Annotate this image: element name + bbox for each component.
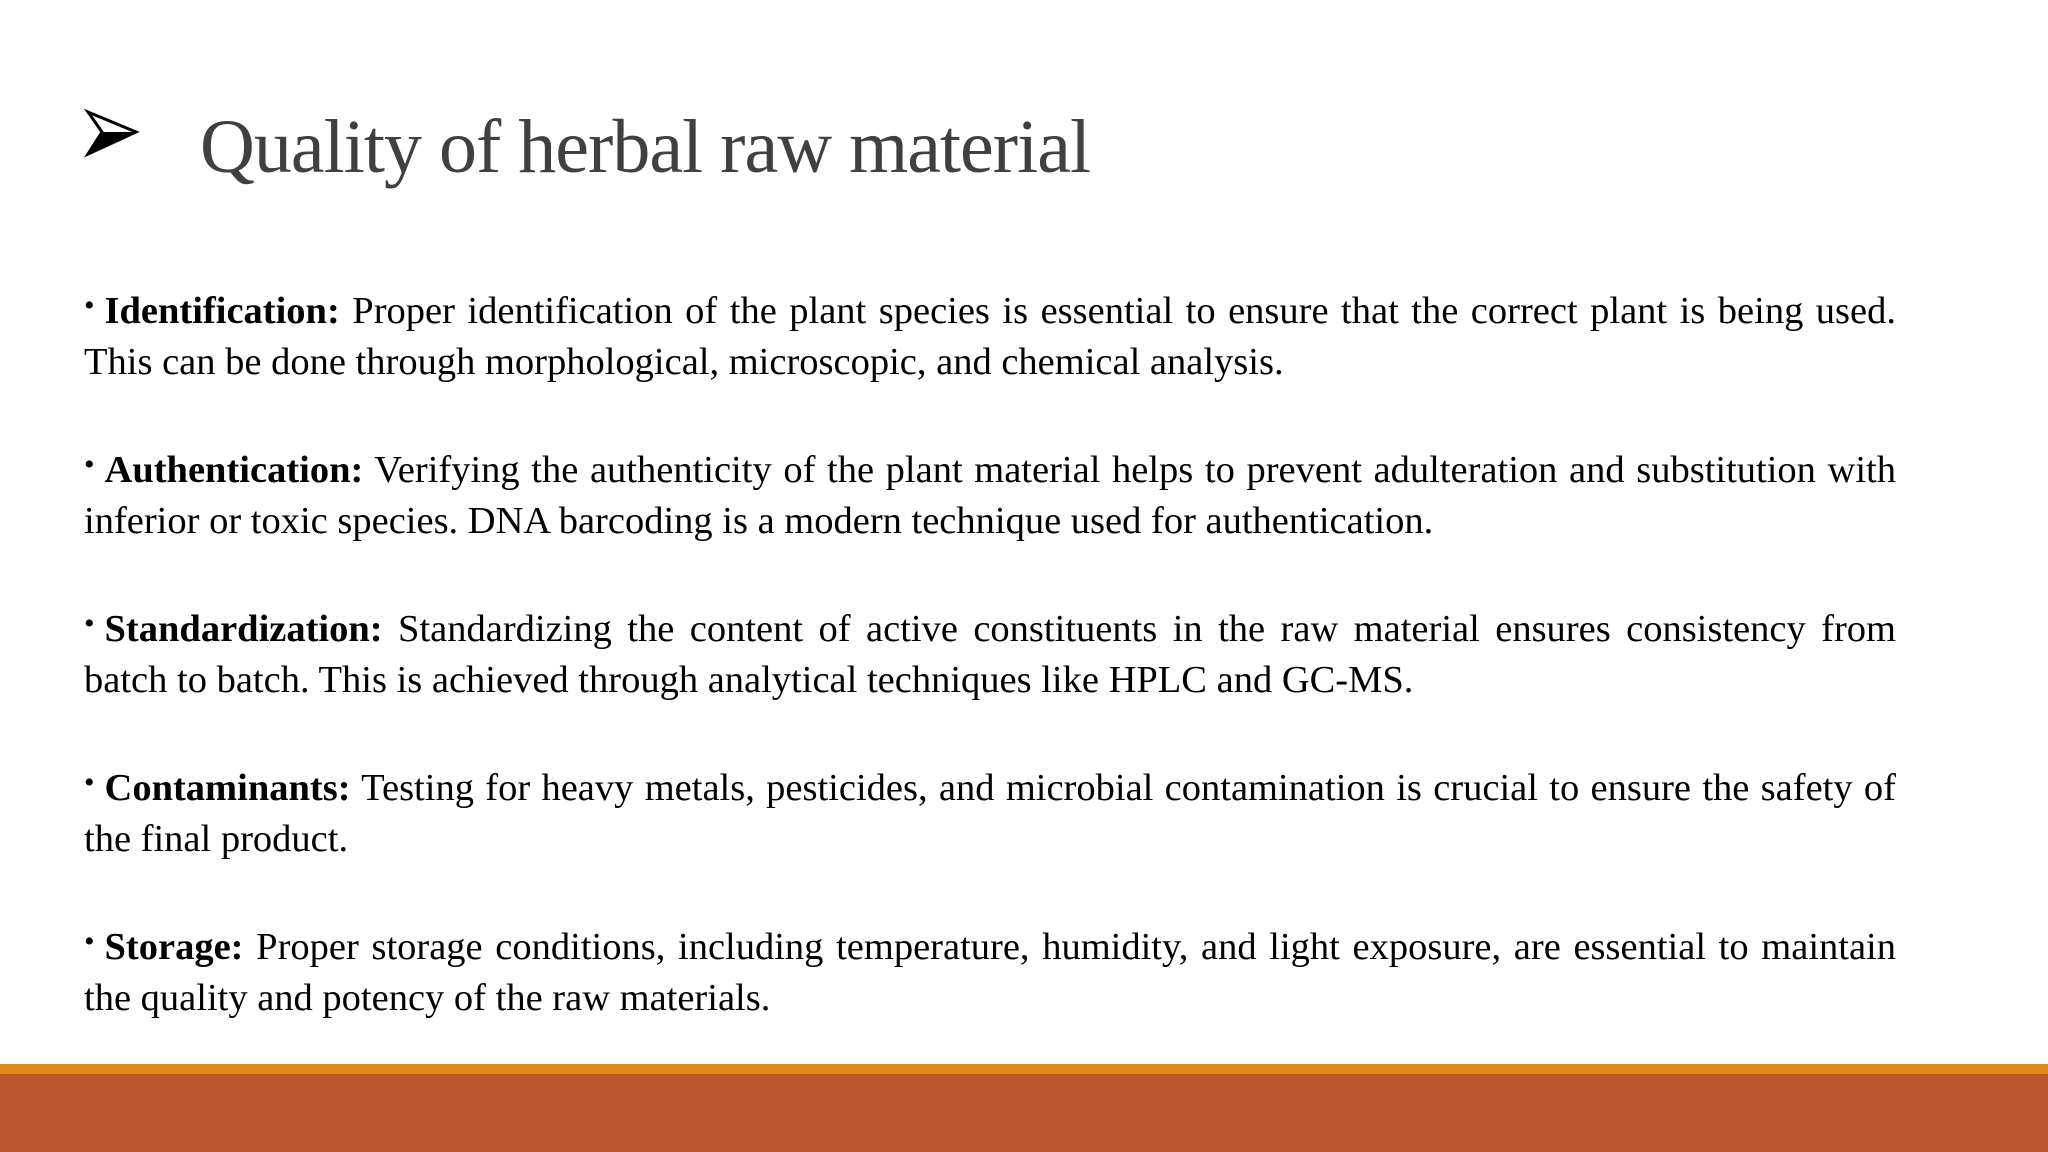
bullet-text: Testing for heavy metals, pesticides, and microbial contamination is crucial to ensure the safety of the final product. bbox=[84, 767, 1896, 860]
footer-accent-thin-bar bbox=[0, 1064, 2048, 1074]
bullet-dot: • bbox=[84, 607, 95, 640]
bullet-dot: • bbox=[84, 289, 95, 322]
bullet-text: Proper identification of the plant species is essential to ensure that the correct plant is being used. This can be done through morphological, microscopic, and chemical analysis. bbox=[84, 290, 1897, 383]
title-row bbox=[84, 92, 1090, 202]
bullet-authentication bbox=[84, 439, 1896, 547]
bullet-contaminants bbox=[84, 757, 1896, 865]
footer-accent-thick-bar bbox=[0, 1074, 2048, 1152]
bullet-list bbox=[84, 280, 1896, 1075]
bullet-dot: • bbox=[84, 448, 95, 481]
bullet-term: Authentication: bbox=[104, 449, 364, 491]
bullet-dot: • bbox=[84, 925, 95, 958]
slide-title: Quality of herbal raw material bbox=[200, 104, 1091, 189]
bullet-term: Contaminants: bbox=[104, 767, 351, 809]
bullet-text: Verifying the authenticity of the plant material helps to prevent adulteration and substitution with inferior or toxic species. DNA barcoding is a modern technique used for authentication. bbox=[84, 449, 1896, 542]
bullet-term: Storage: bbox=[104, 926, 244, 968]
bullet-standardization bbox=[84, 598, 1896, 706]
bullet-text: Standardizing the content of active constituents in the raw material ensures consistency from batch to batch. This is achieved through analytical techniques like HPLC and GC-MS. bbox=[84, 608, 1897, 701]
bullet-term: Standardization: bbox=[104, 608, 383, 650]
bullet-term: Identification: bbox=[104, 290, 340, 332]
bullet-identification bbox=[84, 280, 1896, 388]
arrowhead-bullet-icon bbox=[84, 106, 140, 162]
bullet-storage bbox=[84, 916, 1896, 1024]
bullet-text: Proper storage conditions, including temperature, humidity, and light exposure, are essential to maintain the quality and potency of the raw materials. bbox=[84, 926, 1896, 1019]
bullet-dot: • bbox=[84, 766, 95, 799]
